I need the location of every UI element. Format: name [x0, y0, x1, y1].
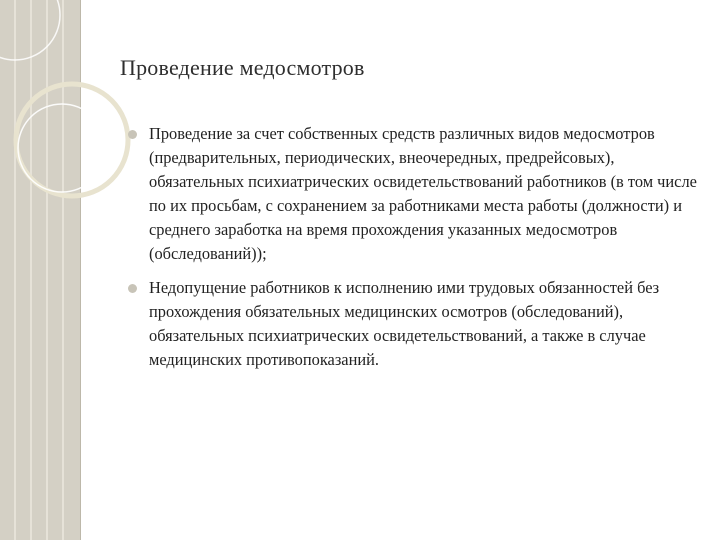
bullet-dot-icon	[128, 130, 137, 139]
decor-circle-top	[0, 0, 60, 60]
slide-title: Проведение медосмотров	[120, 55, 365, 80]
bullet-list	[125, 122, 710, 382]
bullet-item	[125, 276, 710, 372]
bullet-item	[125, 122, 710, 266]
decor-circle-large	[16, 84, 128, 196]
bullet-text: Проведение за счет собственных средств различных видов медосмотров (предварительных, периодических, внеочередных, предрейсовых), обязательных психиатрических освидетельствований работников (в том числе по их просьбам, с сохранением за работниками места работы (должности) и среднего заработка на время прохождения указанных медосмотров (обследований));	[149, 124, 697, 263]
decor-circle-inner	[18, 104, 106, 192]
bullet-dot-icon	[128, 284, 137, 293]
bullet-text: Недопущение работников к исполнению ими трудовых обязанностей без прохождения обязательных медицинских осмотров (обследований), обязательных психиатрических освидетельствований, а также в случае медицинских противопоказаний.	[149, 278, 660, 369]
